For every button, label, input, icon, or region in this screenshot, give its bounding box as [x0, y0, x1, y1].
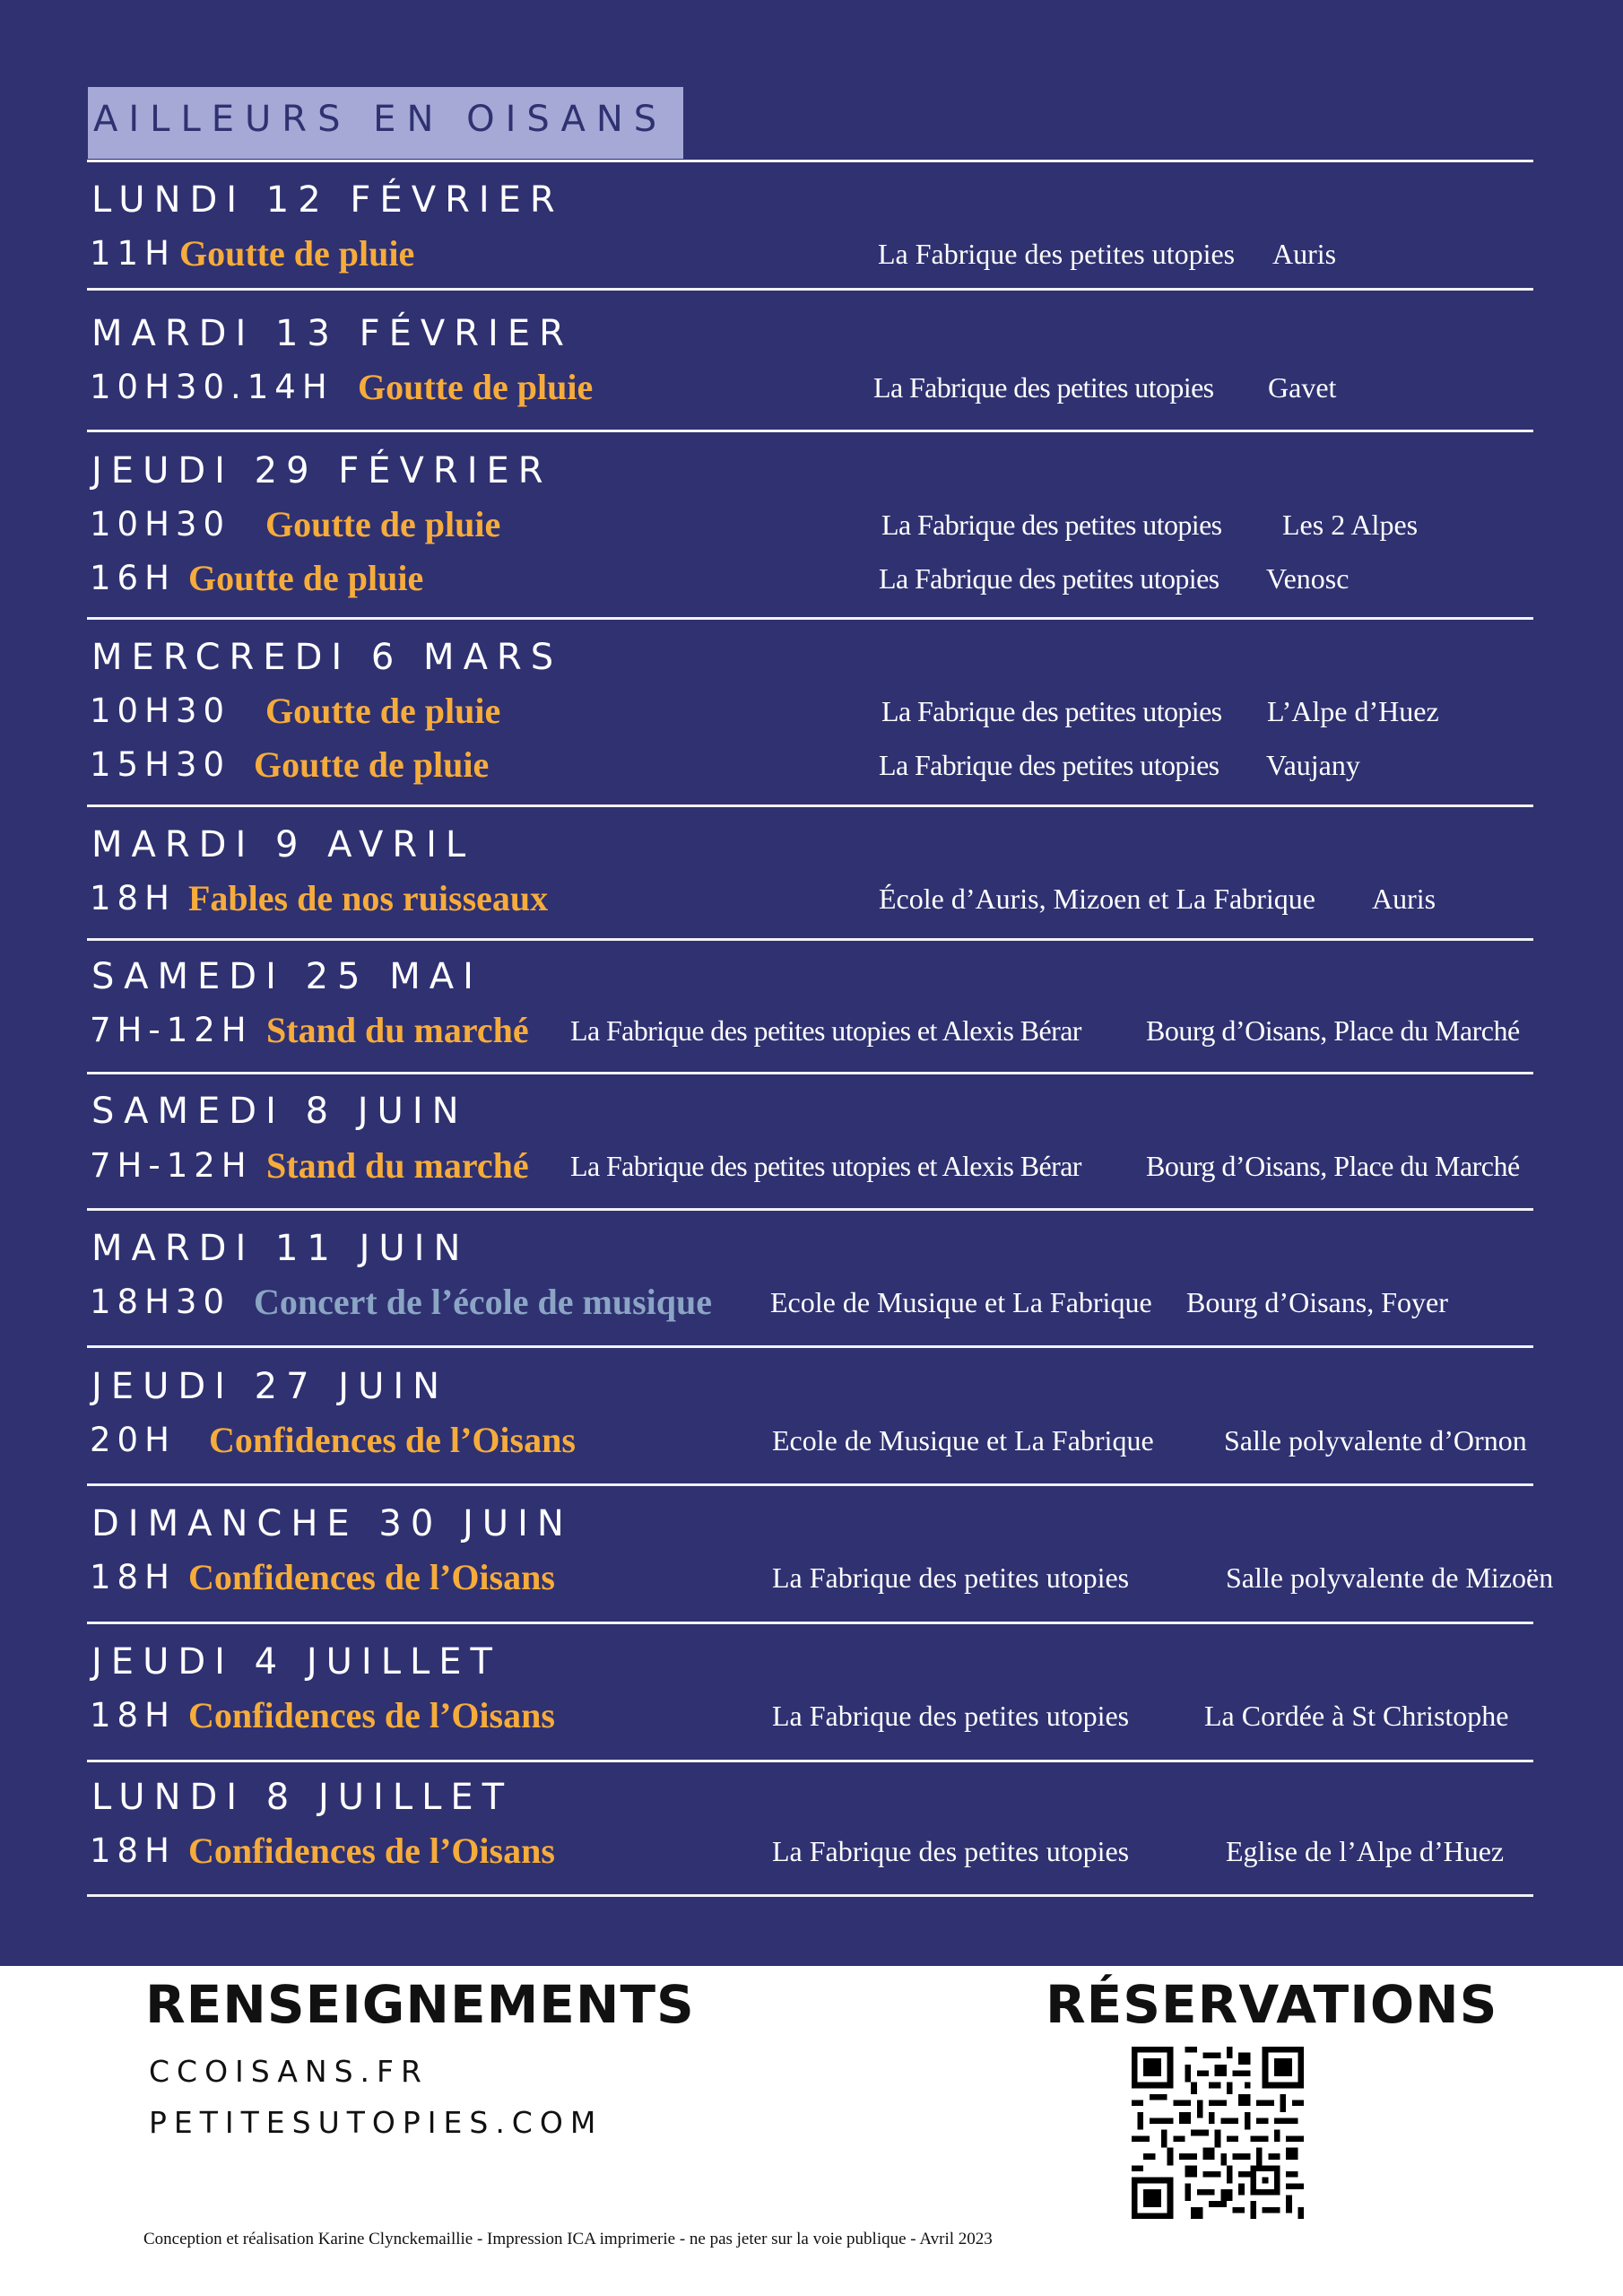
event-time: 10H30: [90, 505, 230, 544]
event-organizer: La Fabrique des petites utopies: [772, 1700, 1130, 1732]
divider: [87, 1072, 1533, 1074]
event-place: Venosc: [1266, 562, 1350, 595]
event-organizer: La Fabrique des petites utopies: [879, 562, 1219, 595]
credits: Conception et réalisation Karine Clynckemaillie - Impression ICA imprimerie - ne pas jeter sur la voie publique - Avril 2023: [143, 2230, 993, 2248]
event-title: Stand du marché: [266, 1145, 529, 1186]
event-organizer: La Fabrique des petites utopies: [881, 509, 1222, 541]
event-place: Salle polyvalente d’Ornon: [1224, 1424, 1527, 1457]
event-title: Fables de nos ruisseaux: [188, 878, 549, 918]
event-place: Eglise de l’Alpe d’Huez: [1226, 1835, 1505, 1867]
day-date: JEUDI 4 JUILLET: [91, 1641, 501, 1683]
event-place: Bourg d’Oisans, Foyer: [1186, 1286, 1448, 1318]
event-organizer: La Fabrique des petites utopies: [879, 749, 1219, 781]
event-place: Auris: [1272, 238, 1337, 270]
event-place: Auris: [1372, 883, 1436, 915]
event-organizer: Ecole de Musique et La Fabrique: [770, 1286, 1152, 1318]
event-row: [0, 500, 1623, 550]
event-row: [0, 229, 1623, 279]
day-date: MARDI 13 FÉVRIER: [91, 313, 573, 354]
event-time: 7H-12H: [90, 1146, 253, 1185]
event-organizer: École d’Auris, Mizoen et La Fabrique: [879, 883, 1315, 915]
divider: [87, 430, 1533, 432]
event-row: [0, 1826, 1623, 1876]
event-row: [0, 1277, 1623, 1327]
info-heading: RENSEIGNEMENTS: [145, 1974, 695, 2035]
event-title: Concert de l’école de musique: [254, 1282, 713, 1322]
divider: [87, 938, 1533, 941]
event-row: [0, 553, 1623, 604]
event-row: [0, 686, 1623, 736]
event-row: [0, 1415, 1623, 1465]
event-row: [0, 1141, 1623, 1191]
divider: [87, 1345, 1533, 1348]
day-date: JEUDI 29 FÉVRIER: [91, 450, 552, 491]
link-ccoisans[interactable]: CCOISANS.FR: [149, 2054, 429, 2089]
event-time: 16H: [90, 559, 176, 597]
event-place: La Cordée à St Christophe: [1204, 1700, 1509, 1732]
event-place: Salle polyvalente de Mizoën: [1226, 1561, 1554, 1594]
event-time: 15H30: [90, 745, 230, 784]
event-organizer: La Fabrique des petites utopies: [878, 238, 1236, 270]
event-organizer: La Fabrique des petites utopies: [772, 1561, 1130, 1594]
divider: [87, 617, 1533, 620]
event-row: [0, 1552, 1623, 1603]
event-place: Les 2 Alpes: [1282, 509, 1419, 541]
event-row: [0, 740, 1623, 790]
divider: [87, 1622, 1533, 1624]
event-title: Goutte de pluie: [265, 504, 501, 544]
event-place: Vaujany: [1266, 749, 1360, 781]
event-title: Confidences de l’Oisans: [188, 1557, 555, 1597]
section-header: AILLEURS EN OISANS: [93, 99, 668, 140]
event-title: Confidences de l’Oisans: [209, 1420, 576, 1460]
event-time: 20H: [90, 1421, 176, 1459]
event-place: Bourg d’Oisans, Place du Marché: [1146, 1150, 1520, 1182]
day-date: JEUDI 27 JUIN: [91, 1366, 449, 1407]
event-place: Gavet: [1268, 371, 1337, 404]
qr-code-icon[interactable]: [1132, 2047, 1304, 2219]
event-organizer: La Fabrique des petites utopies et Alexis Bérar: [570, 1014, 1081, 1047]
event-time: 10H30: [90, 691, 230, 730]
event-title: Confidences de l’Oisans: [188, 1695, 555, 1735]
event-time: 7H-12H: [90, 1011, 253, 1049]
event-organizer: La Fabrique des petites utopies: [873, 371, 1214, 404]
divider: [87, 804, 1533, 807]
day-date: DIMANCHE 30 JUIN: [91, 1503, 573, 1544]
event-row: [0, 1005, 1623, 1056]
event-time: 10H30.14H: [90, 368, 334, 406]
day-date: LUNDI 8 JUILLET: [91, 1777, 514, 1818]
event-organizer: La Fabrique des petites utopies: [881, 695, 1222, 727]
event-row: [0, 874, 1623, 924]
divider: [87, 1760, 1533, 1762]
event-time: 11H: [90, 234, 176, 273]
event-organizer: Ecole de Musique et La Fabrique: [772, 1424, 1154, 1457]
event-row: [0, 1691, 1623, 1741]
event-organizer: La Fabrique des petites utopies et Alexis Bérar: [570, 1150, 1081, 1182]
event-title: Goutte de pluie: [188, 558, 424, 598]
event-title: Goutte de pluie: [265, 691, 501, 731]
divider: [87, 1483, 1533, 1486]
day-date: SAMEDI 25 MAI: [91, 956, 482, 997]
event-title: Goutte de pluie: [358, 367, 594, 407]
event-place: L’Alpe d’Huez: [1267, 695, 1439, 727]
day-date: LUNDI 12 FÉVRIER: [91, 179, 564, 221]
event-title: Stand du marché: [266, 1010, 529, 1050]
event-title: Confidences de l’Oisans: [188, 1831, 555, 1871]
event-time: 18H: [90, 1831, 176, 1870]
divider: [87, 1208, 1533, 1211]
event-place: Bourg d’Oisans, Place du Marché: [1146, 1014, 1520, 1047]
divider: [87, 1894, 1533, 1897]
day-date: SAMEDI 8 JUIN: [91, 1091, 468, 1132]
event-title: Goutte de pluie: [254, 744, 490, 785]
reservations-heading: RÉSERVATIONS: [1046, 1974, 1498, 2035]
event-title: Goutte de pluie: [179, 233, 415, 274]
event-time: 18H: [90, 1558, 176, 1596]
event-row: [0, 362, 1623, 413]
day-date: MERCREDI 6 MARS: [91, 637, 563, 678]
event-time: 18H: [90, 1696, 176, 1735]
divider: [87, 160, 1533, 162]
day-date: MARDI 11 JUIN: [91, 1228, 470, 1269]
event-time: 18H: [90, 879, 176, 918]
event-organizer: La Fabrique des petites utopies: [772, 1835, 1130, 1867]
event-time: 18H30: [90, 1283, 230, 1321]
day-date: MARDI 9 AVRIL: [91, 824, 475, 865]
divider: [87, 288, 1533, 291]
link-petitesutopies[interactable]: PETITESUTOPIES.COM: [149, 2105, 603, 2140]
